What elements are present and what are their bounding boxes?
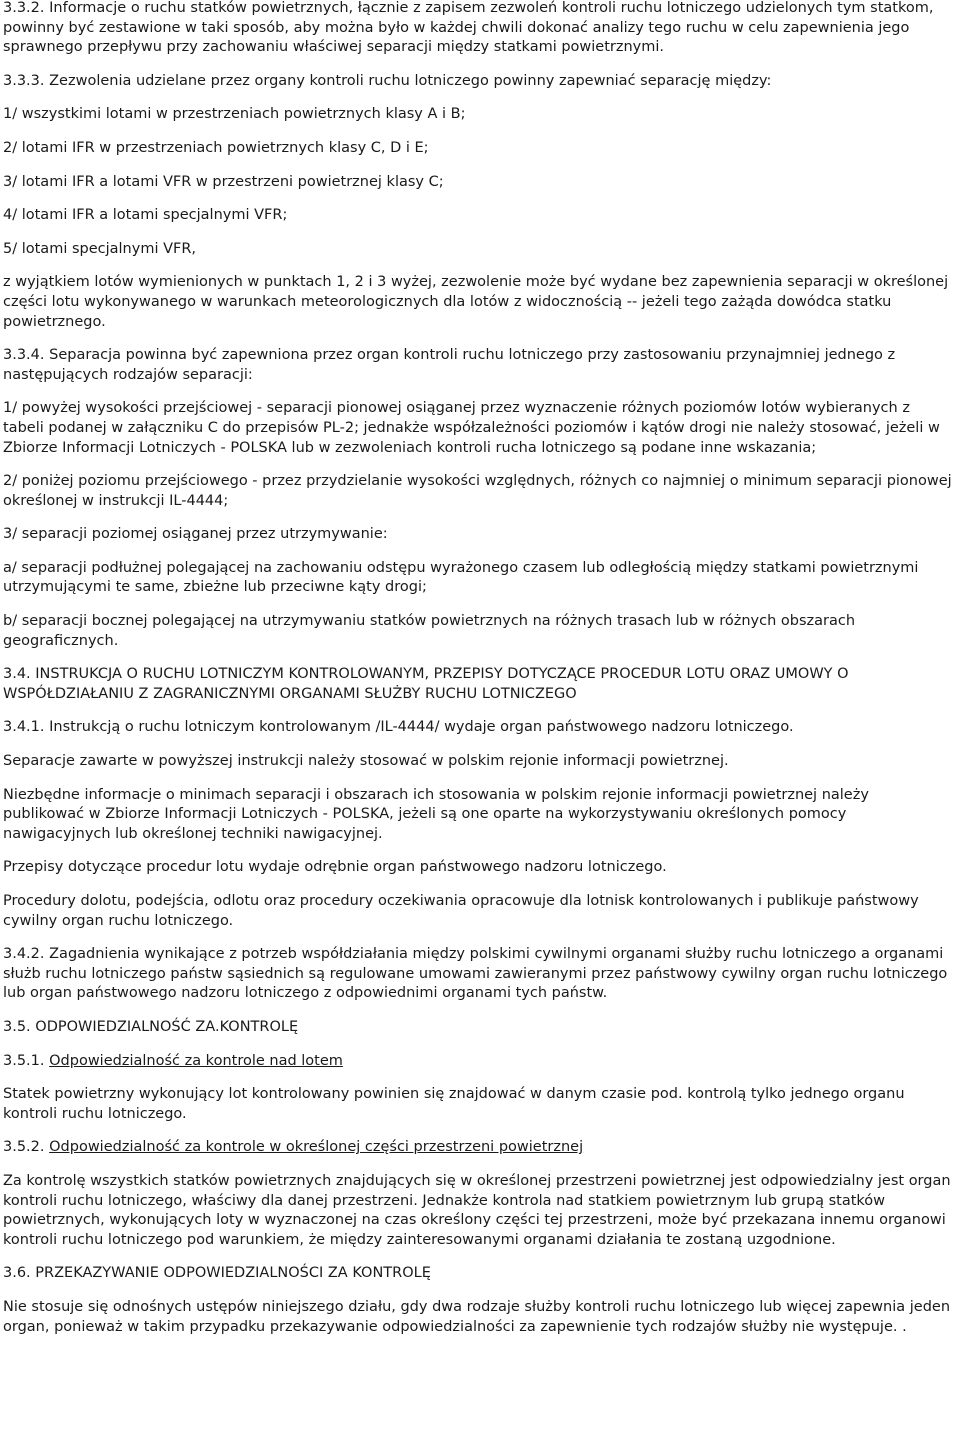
section-number: 3.3.3. bbox=[3, 72, 45, 89]
list-item: 1/ powyżej wysokości przejściowej - separacji pionowej osiąganej przez wyznaczenie różnych poziomów lotów wybieranych z tabeli podanej w załączniku C do przepisów PL-2; jednakże współzależności poziomów i kątów drogi nie należy stosować, jeżeli w Zbiorze Informacji Lotniczych - POLSKA lub w zezwoleniach kontroli rucha lotniczego są podane inne wskazania; bbox=[3, 400, 940, 456]
section-heading-text: INSTRUKCJA O RUCHU LOTNICZYM KONTROLOWANYM, PRZEPISY DOTYCZĄCE PROCEDUR LOTU ORAZ UMOWY O WSPÓŁDZIAŁANIU Z ZAGRANICZNYMI ORGANAMI SŁUŻBY RUCHU LOTNICZEGO bbox=[3, 666, 849, 702]
list-item: 2/ poniżej poziomu przejściowego - przez przydzielanie wysokości względnych, różnych co najmniej o minimum separacji pionowej określonej w instrukcji IL-4444; bbox=[3, 473, 952, 509]
paragraph-text: Zezwolenia udzielane przez organy kontroli ruchu lotniczego powinny zapewniać separację między: bbox=[49, 72, 772, 89]
paragraph-3-4-2 bbox=[3, 945, 954, 1004]
paragraph: Statek powietrzny wykonujący lot kontrolowany powinien się znajdować w danym czasie pod. kontrolą tylko jednego organu kontroli ruchu lotniczego. bbox=[3, 1086, 905, 1122]
paragraph-text: Zagadnienia wynikające z potrzeb współdziałania między polskimi cywilnymi organami służby ruchu lotniczego a organami służb ruchu lotniczego państw sąsiednich są regulowane umowami zawieranymi przez państwowy cywilny organ ruchu lotniczego lub organ państwowego nadzoru lotniczego z odpowiednimi organami tych państw. bbox=[3, 946, 948, 1002]
paragraph-text: Informacje o ruchu statków powietrznych, łącznie z zapisem zezwoleń kontroli ruchu lotniczego udzielonych tym statkom, powinny być zestawione w taki sposób, aby można było w każdej chwili dokonać analizy tego ruchu w celu zapewnienia jego sprawnego przepływu przy zachowaniu właściwej separacji między statkami powietrznymi. bbox=[3, 0, 934, 56]
paragraph-text: Instrukcją o ruchu lotniczym kontrolowanym /IL-4444/ wydaje organ państwowego nadzoru lotniczego. bbox=[49, 719, 794, 736]
list-item: 4/ lotami IFR a lotami specjalnymi VFR; bbox=[3, 207, 288, 224]
section-heading-3-4 bbox=[3, 665, 954, 704]
section-number: 3.5. bbox=[3, 1018, 31, 1035]
section-number: 3.3.2. bbox=[3, 0, 45, 16]
section-heading-3-6 bbox=[3, 1264, 954, 1284]
section-number: 3.5.2. bbox=[3, 1139, 45, 1156]
subsection-heading-3-5-2 bbox=[3, 1138, 954, 1158]
paragraph: Separacje zawarte w powyższej instrukcji należy stosować w polskim rejonie informacji powietrznej. bbox=[3, 753, 729, 770]
section-number: 3.4.1. bbox=[3, 719, 45, 736]
section-heading-text: ODPOWIEDZIALNOŚĆ ZA.KONTROLĘ bbox=[35, 1018, 299, 1035]
section-number: 3.3.4. bbox=[3, 347, 45, 364]
paragraph: Procedury dolotu, podejścia, odlotu oraz procedury oczekiwania opracowuje dla lotnisk kontrolowanych i publikuje państwowy cywilny organ ruchu lotniczego. bbox=[3, 893, 919, 929]
list-item: 3/ separacji poziomej osiąganej przez utrzymywanie: bbox=[3, 526, 388, 543]
paragraph-3-4-1 bbox=[3, 718, 954, 738]
paragraph: Przepisy dotyczące procedur lotu wydaje odrębnie organ państwowego nadzoru lotniczego. bbox=[3, 859, 667, 876]
paragraph-3-3-3 bbox=[3, 72, 954, 92]
section-heading-3-5 bbox=[3, 1018, 954, 1038]
section-heading-text: PRZEKAZYWANIE ODPOWIEDZIALNOŚCI ZA KONTROLĘ bbox=[35, 1265, 431, 1282]
section-number: 3.6. bbox=[3, 1265, 31, 1282]
paragraph-exception: z wyjątkiem lotów wymienionych w punktach 1, 2 i 3 wyżej, zezwolenie może być wydane bez zapewnienia separacji w określonej części lotu wykonywanego w warunkach meteorologicznych dla lotów z widocznością -- jeżeli tego zażąda dowódca statku powietrznego. bbox=[3, 274, 949, 330]
paragraph: Niezbędne informacje o minimach separacji i obszarach ich stosowania w polskim rejonie informacji powietrznej należy publikować w Zbiorze Informacji Lotniczych - POLSKA, jeżeli są one oparte na wykorzystywaniu określonych pomocy nawigacyjnych lub określonej techniki nawigacyjnej. bbox=[3, 786, 869, 842]
section-number: 3.5.1. bbox=[3, 1052, 45, 1069]
paragraph-3-3-2 bbox=[3, 0, 954, 58]
list-item: 3/ lotami IFR a lotami VFR w przestrzeni powietrznej klasy C; bbox=[3, 173, 444, 190]
paragraph: Nie stosuje się odnośnych ustępów niniejszego działu, gdy dwa rodzaje służby kontroli ruchu lotniczego lub więcej zapewnia jeden organ, ponieważ w takim przypadku przekazywanie odpowiedzialności za zapewnienie tych rodzajów służby nie występuje. . bbox=[3, 1298, 951, 1335]
list-item: b/ separacji bocznej polegającej na utrzymywaniu statków powietrznych na różnych trasach lub w różnych obszarach geograficznych. bbox=[3, 613, 856, 649]
list-item: 5/ lotami specjalnymi VFR, bbox=[3, 240, 197, 257]
list-item: 2/ lotami IFR w przestrzeniach powietrznych klasy C, D i E; bbox=[3, 139, 429, 156]
subsection-heading-3-5-1 bbox=[3, 1052, 954, 1072]
subsection-heading-text: Odpowiedzialność za kontrole w określonej części przestrzeni powietrznej bbox=[49, 1139, 584, 1156]
list-item: a/ separacji podłużnej polegającej na zachowaniu odstępu wyrażonego czasem lub odległością między statkami powietrznymi utrzymującymi te same, zbieżne lub przeciwne kąty drogi; bbox=[3, 559, 919, 596]
section-number: 3.4. bbox=[3, 666, 31, 683]
paragraph-text: Separacja powinna być zapewniona przez organ kontroli ruchu lotniczego przy zastosowaniu przynajmniej jednego z następujących rodzajów separacji: bbox=[3, 347, 896, 383]
paragraph: Za kontrolę wszystkich statków powietrznych znajdujących się w określonej przestrzeni powietrznej jest odpowiedzialny jest organ kontroli ruchu lotniczego, właściwy dla danej przestrzeni. Jednakże kontrola nad statkiem powietrznym lub grupą statków powietrznych, wykonujących loty w wyznaczonej na czas określony części tej przestrzeni, może być przekazana innemu organowi kontroli ruchu lotniczego pod warunkiem, że między zainteresowanymi organami działania te zostaną uzgodnione. bbox=[3, 1172, 951, 1248]
list-item: 1/ wszystkimi lotami w przestrzeniach powietrznych klasy A i B; bbox=[3, 106, 466, 123]
section-number: 3.4.2. bbox=[3, 946, 45, 963]
paragraph-3-3-4 bbox=[3, 346, 954, 385]
subsection-heading-text: Odpowiedzialność za kontrole nad lotem bbox=[49, 1052, 343, 1069]
